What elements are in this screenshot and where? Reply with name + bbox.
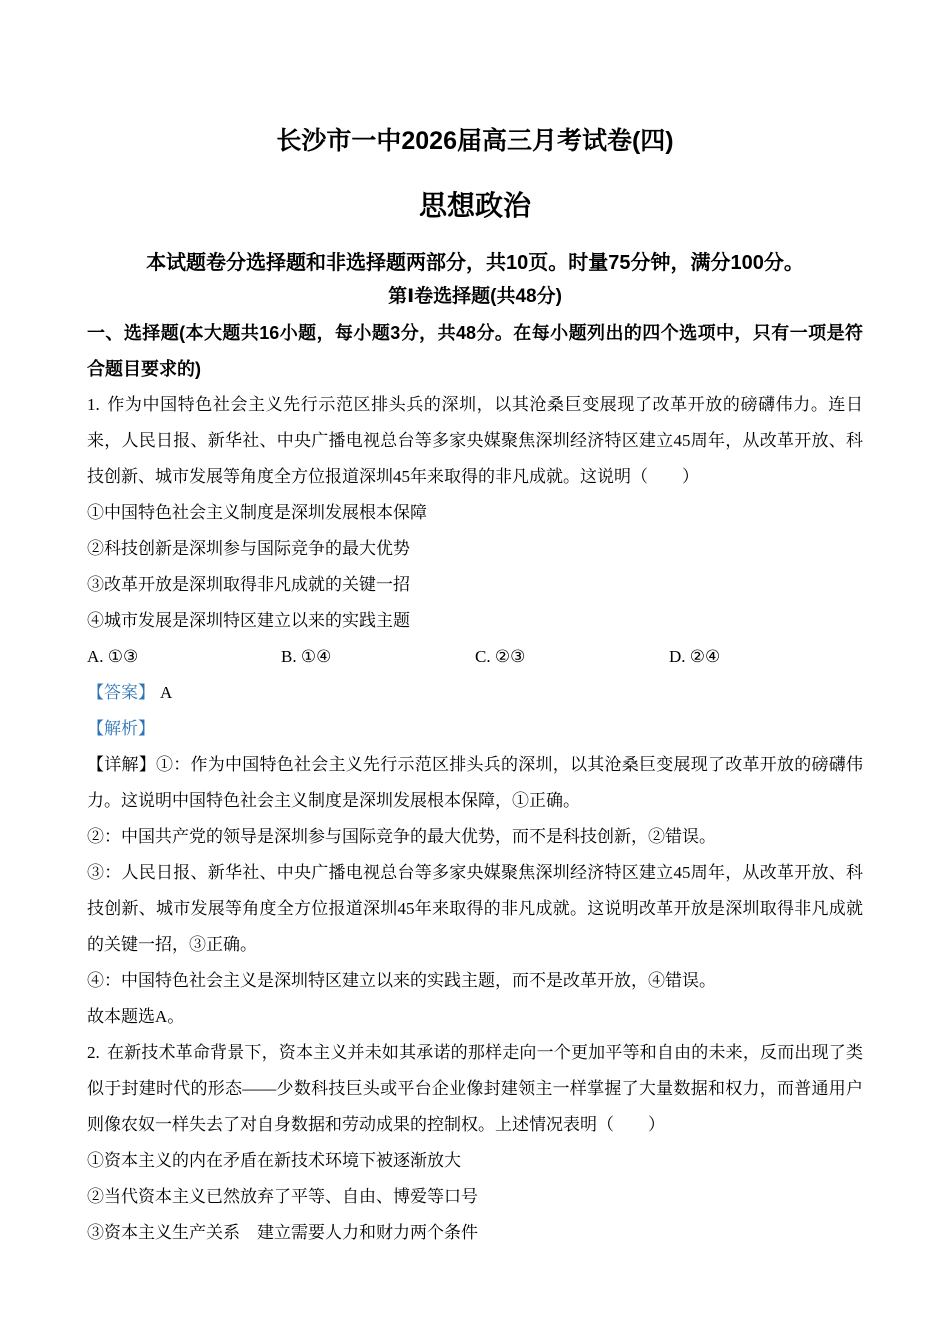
question-1-detail-4: ④：中国特色社会主义是深圳特区建立以来的实践主题，而不是改革开放，④错误。 bbox=[87, 971, 716, 990]
exam-title: 长沙市一中2026届高三月考试卷(四) bbox=[276, 127, 674, 155]
question-1-analysis-line bbox=[87, 711, 863, 747]
question-1-choice-c: C. ②③ bbox=[475, 647, 526, 666]
question-2-statement-3: ③资本主义生产关系 建立需要人力和财力两个条件 bbox=[87, 1223, 478, 1242]
question-1-stem bbox=[87, 387, 863, 495]
question-1-text: 作为中国特色社会主义先行示范区排头兵的深圳，以其沧桑巨变展现了改革开放的磅礴伟力。连日来，人民日报、新华社、中央广播电视总台等多家央媒聚焦深圳经济特区建立45周年，从改革开放、科技创新、城市发展等角度全方位报道深圳45年来取得的非凡成就。这说明（ ） bbox=[87, 395, 863, 486]
question-2-statement-1: ①资本主义的内在矛盾在新技术环境下被逐渐放大 bbox=[87, 1151, 461, 1170]
detail-text-1: ①：作为中国特色社会主义先行示范区排头兵的深圳，以其沧桑巨变展现了改革开放的磅礴伟力。这说明中国特色社会主义制度是深圳发展根本保障，①正确。 bbox=[87, 755, 863, 810]
subject-title: 思想政治 bbox=[418, 190, 531, 221]
question-1-choices bbox=[87, 639, 863, 675]
question-1-conclusion: 故本题选A。 bbox=[87, 1007, 185, 1026]
answer-value: A bbox=[160, 683, 173, 702]
question-2-text: 在新技术革命背景下，资本主义并未如其承诺的那样走向一个更加平等和自由的未来，反而出现了类似于封建时代的形态——少数科技巨头或平台企业像封建领主一样掌握了大量数据和权力，而普通用户则像农奴一样失去了对自身数据和劳动成果的控制权。上述情况表明（ ） bbox=[87, 1043, 863, 1134]
question-1-choice-b: B. ①④ bbox=[281, 647, 332, 666]
question-2-statement-2: ②当代资本主义已然放弃了平等、自由、博爱等口号 bbox=[87, 1187, 478, 1206]
question-1-choice-a: A. ①③ bbox=[87, 647, 139, 666]
question-1-statement-3: ③改革开放是深圳取得非凡成就的关键一招 bbox=[87, 575, 410, 594]
question-2-number: 2. bbox=[87, 1043, 100, 1062]
part1-header: 第Ⅰ卷选择题(共48分) bbox=[388, 286, 562, 307]
question-1-choice-d: D. ②④ bbox=[669, 647, 721, 666]
question-1-statement-1: ①中国特色社会主义制度是深圳发展根本保障 bbox=[87, 503, 427, 522]
question-1-detail-3: ③：人民日报、新华社、中央广播电视总台等多家央媒聚焦深圳经济特区建立45周年，从改革开放、科技创新、城市发展等角度全方位报道深圳45年来取得的非凡成就。这说明改革开放是深圳取得非凡成就的关键一招，③正确。 bbox=[87, 863, 863, 954]
question-1-answer-line bbox=[87, 675, 863, 711]
answer-label: 【答案】 bbox=[87, 683, 155, 702]
question-1-statement-4: ④城市发展是深圳特区建立以来的实践主题 bbox=[87, 611, 410, 630]
question-1-number: 1. bbox=[87, 395, 100, 414]
analysis-label: 【解析】 bbox=[87, 719, 155, 738]
question-2-stem bbox=[87, 1035, 863, 1143]
section1-heading: 一、选择题(本大题共16小题，每小题3分，共48分。在每小题列出的四个选项中，只有一项是符合题目要求的) bbox=[87, 323, 863, 379]
exam-info-line: 本试题卷分选择题和非选择题两部分，共10页。时量75分钟，满分100分。 bbox=[146, 252, 804, 274]
document-body bbox=[87, 315, 863, 1251]
question-1-detail-2: ②：中国共产党的领导是深圳参与国际竞争的最大优势，而不是科技创新，②错误。 bbox=[87, 827, 716, 846]
detail-label: 【详解】 bbox=[87, 755, 156, 774]
question-1-statement-2: ②科技创新是深圳参与国际竞争的最大优势 bbox=[87, 539, 410, 558]
question-1-detail-1 bbox=[87, 747, 863, 819]
